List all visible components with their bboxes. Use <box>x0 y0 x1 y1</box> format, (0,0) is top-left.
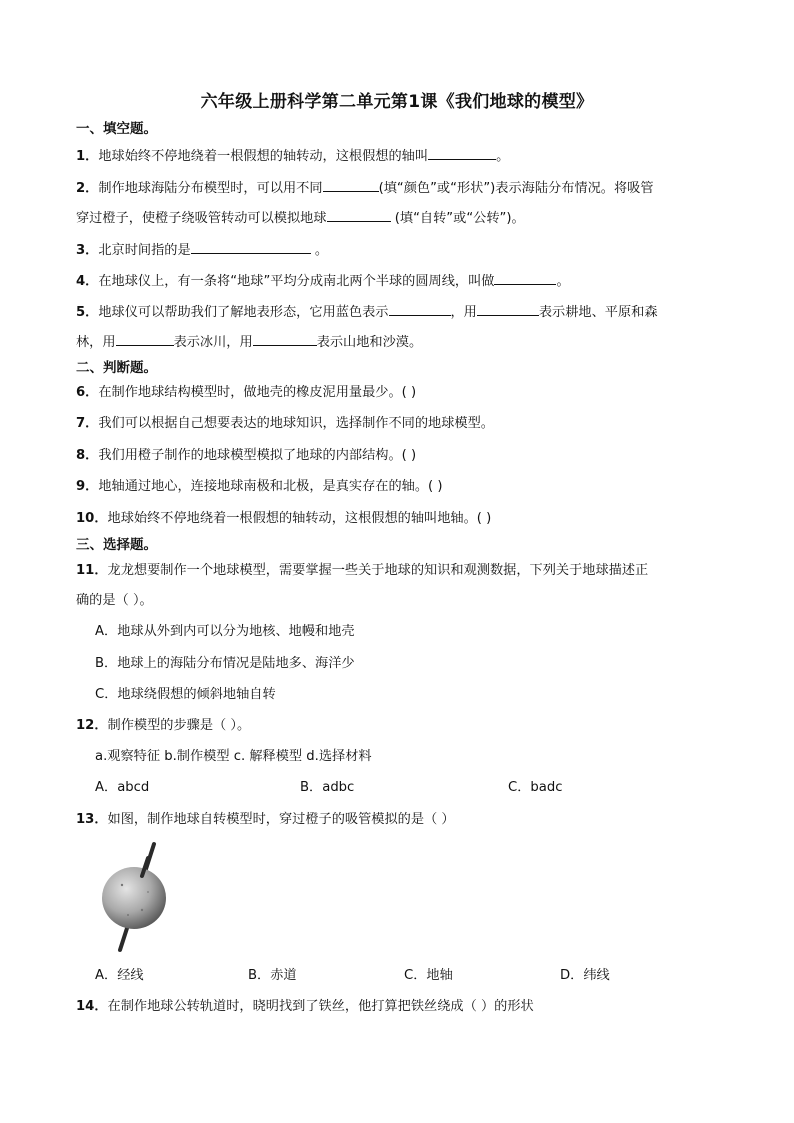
question-text: 表示冰川，用 <box>173 335 253 350</box>
question-text: 穿过橙子，使橙子绕吸管转动可以模拟地球 <box>76 211 327 226</box>
question-text: 在制作地球结构模型时，做地壳的橡皮泥用量最少。( ) <box>98 385 417 400</box>
option-b[interactable]: B．地球上的海陆分布情况是陆地多、海洋少 <box>95 656 355 671</box>
page-title: 六年级上册科学第二单元第1课《我们地球的模型》 <box>200 92 594 112</box>
option-c[interactable]: C．地轴 <box>404 968 453 983</box>
question-10 <box>76 509 491 529</box>
question-text: 北京时间指的是 <box>98 243 191 258</box>
question-7 <box>76 414 494 434</box>
option-b[interactable]: B．赤道 <box>248 968 297 983</box>
question-text: 我们可以根据自己想要表达的地球知识，选择制作不同的地球模型。 <box>98 416 494 431</box>
question-number: 4． <box>76 274 99 289</box>
option-a[interactable]: A．经线 <box>95 968 144 983</box>
question-number: 10． <box>76 511 108 526</box>
orange-straw-model-image <box>98 840 178 955</box>
answer-blank[interactable] <box>323 177 379 192</box>
option-a[interactable]: A．abcd <box>95 780 150 795</box>
answer-blank[interactable] <box>327 207 391 222</box>
question-number: 12． <box>76 718 108 733</box>
section-fill-blank: 一、填空题。 <box>76 121 157 137</box>
question-text: (填“自转”或“公转”)。 <box>390 211 525 226</box>
question-9 <box>76 477 443 497</box>
question-text: 在地球仪上，有一条将“地球”平均分成南北两个半球的圆周线，叫做 <box>98 274 495 289</box>
option-a[interactable]: A．地球从外到内可以分为地核、地幔和地壳 <box>95 624 355 639</box>
question-text: 我们用橙子制作的地球模型模拟了地球的内部结构。( ) <box>98 448 417 463</box>
question-text: 在制作地球公转轨道时，晓明找到了铁丝，他打算把铁丝绕成（ ）的形状 <box>107 999 534 1014</box>
question-13 <box>76 810 455 830</box>
question-11-line-1 <box>76 561 648 581</box>
question-text: ，用 <box>450 305 477 320</box>
question-14 <box>76 997 534 1017</box>
option-c[interactable]: C．地球绕假想的倾斜地轴自转 <box>95 687 276 702</box>
question-12-steps: a.观察特征 b.制作模型 c. 解释模型 d.选择材料 <box>95 749 372 764</box>
question-text: 。 <box>496 149 510 164</box>
question-8 <box>76 446 416 466</box>
question-text: 地轴通过地心，连接地球南极和北极，是真实存在的轴。( ) <box>98 479 443 494</box>
question-text: 制作模型的步骤是（ ）。 <box>107 718 251 733</box>
answer-blank[interactable] <box>494 270 556 285</box>
question-text: 地球仪可以帮助我们了解地表形态，它用蓝色表示 <box>98 305 389 320</box>
question-number: 11． <box>76 563 108 578</box>
question-text: 地球始终不停地绕着一根假想的轴转动，这根假想的轴叫地轴。( ) <box>107 511 492 526</box>
question-number: 9． <box>76 479 99 494</box>
question-text: 制作地球海陆分布模型时，可以用不同 <box>98 181 323 196</box>
answer-blank[interactable] <box>116 331 174 346</box>
answer-blank[interactable] <box>477 301 539 316</box>
answer-blank[interactable] <box>389 301 451 316</box>
question-2-line-2 <box>76 207 525 229</box>
question-4 <box>76 270 570 292</box>
question-text: 。 <box>310 243 329 258</box>
question-2-line-1 <box>76 177 654 199</box>
answer-blank[interactable] <box>253 331 317 346</box>
section-multiple-choice: 三、选择题。 <box>76 537 157 553</box>
question-text: 龙龙想要制作一个地球模型，需要掌握一些关于地球的知识和观测数据，下列关于地球描述正 <box>107 563 649 578</box>
question-number: 5． <box>76 305 99 320</box>
question-11-line-2: 确的是（ ）。 <box>76 593 153 608</box>
orange-icon <box>102 867 166 929</box>
section-true-false: 二、判断题。 <box>76 360 157 376</box>
question-5-line-1 <box>76 301 658 323</box>
question-3 <box>76 239 328 261</box>
question-number: 2． <box>76 181 99 196</box>
question-text: 表示山地和沙漠。 <box>316 335 423 350</box>
answer-blank[interactable] <box>191 239 311 254</box>
question-number: 3． <box>76 243 99 258</box>
question-text: 。 <box>556 274 570 289</box>
question-text: (填“颜色”或“形状”)表示海陆分布情况。将吸管 <box>378 181 654 196</box>
question-number: 6． <box>76 385 99 400</box>
option-d[interactable]: D．纬线 <box>560 968 610 983</box>
question-6 <box>76 383 416 403</box>
question-1 <box>76 145 509 167</box>
question-text: 如图，制作地球自转模型时，穿过橙子的吸管模拟的是（ ） <box>107 812 455 827</box>
question-text: 林，用 <box>76 335 116 350</box>
option-b[interactable]: B．adbc <box>300 780 355 795</box>
question-text: 地球始终不停地绕着一根假想的轴转动，这根假想的轴叫 <box>98 149 429 164</box>
question-text: 表示耕地、平原和森 <box>538 305 658 320</box>
question-number: 1． <box>76 149 99 164</box>
answer-blank[interactable] <box>428 145 496 160</box>
question-number: 7． <box>76 416 99 431</box>
question-number: 13． <box>76 812 108 827</box>
question-5-line-2 <box>76 331 422 353</box>
question-12 <box>76 716 250 736</box>
question-number: 8． <box>76 448 99 463</box>
option-c[interactable]: C．badc <box>508 780 563 795</box>
question-number: 14． <box>76 999 108 1014</box>
